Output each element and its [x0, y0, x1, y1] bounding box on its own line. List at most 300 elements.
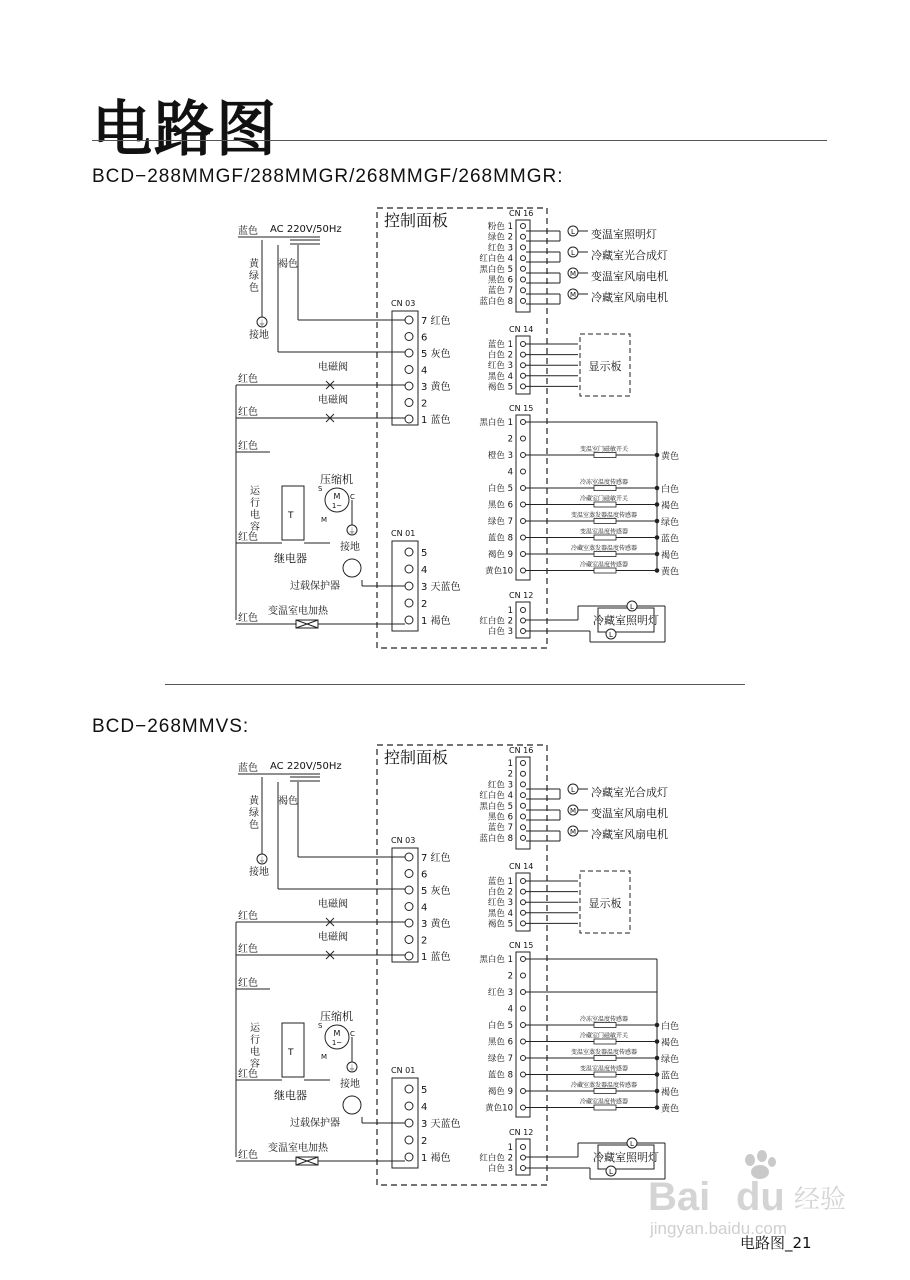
cn01-pin: [405, 1153, 413, 1161]
relay-ptc-icon: T: [288, 511, 294, 521]
cn01-pin: [405, 1085, 413, 1093]
cn15-pin-label: 黑白色 1: [479, 418, 513, 428]
cn16-pin-label: 1: [507, 759, 513, 769]
cn16-pin-label: 蓝白色 8: [479, 833, 513, 844]
cn16-load-label: 变温室风扇电机: [591, 807, 668, 820]
valve-label: 电磁阀: [318, 932, 348, 943]
fan-motor-icon-letter: M: [569, 828, 577, 836]
cn03-pin: [405, 853, 413, 861]
cn15-pin: [521, 1056, 526, 1061]
fan-motor-icon-letter: M: [569, 291, 577, 299]
cn03-pin: [405, 316, 413, 324]
cn14-pin-label: 白色 2: [487, 350, 513, 361]
cn15-pin-label: 橙色 3: [487, 451, 513, 461]
sensor-icon: [594, 453, 616, 458]
cn12-label: CN 12: [509, 591, 534, 600]
run-capacitor-label: 容: [250, 522, 260, 533]
heater-label: 变温室电加热: [268, 1143, 328, 1154]
cn16-pin: [521, 288, 526, 293]
wire-label-red: 红色: [238, 978, 258, 989]
junction-dot: [655, 536, 659, 540]
cn12-pin: [521, 1145, 526, 1150]
cn14-pin: [521, 921, 526, 926]
cn14-pin-label: 白色 2: [487, 887, 513, 898]
wire-label-brown: 褐色: [278, 259, 298, 270]
cn03-pin: [405, 382, 413, 390]
valve-label: 电磁阀: [318, 395, 348, 406]
junction-dot: [655, 519, 659, 523]
cn16-label: CN 16: [509, 209, 534, 218]
cn01-pin: [405, 1136, 413, 1144]
sensor-icon: [594, 1072, 616, 1077]
cn12-pin-label: 红白色 2: [479, 616, 513, 627]
model-label-1: BCD−288MMGF/288MMGR/268MMGF/268MMGR:: [92, 166, 564, 187]
overload-protector-icon: [343, 559, 361, 577]
cn14-label: CN 14: [509, 325, 534, 334]
cn15-pin: [521, 1039, 526, 1044]
cn03-pin-label: 5 灰色: [421, 886, 451, 897]
cn15-pin: [521, 568, 526, 573]
wire-label-yg: 绿: [249, 808, 259, 819]
cn01-pin-label: 5: [421, 1085, 428, 1096]
cn03-label: CN 03: [391, 299, 416, 308]
ground-icon-letter: ⏚: [348, 527, 356, 535]
cn03-pin: [405, 399, 413, 407]
cn16-pin: [521, 814, 526, 819]
wire-label-red: 红色: [238, 911, 258, 922]
cn15-pin-label: 白色 5: [487, 1021, 513, 1031]
cn12-pin: [521, 608, 526, 613]
sensor-icon: [594, 502, 616, 507]
lamp-icon-letter: L: [630, 603, 634, 611]
sensor-label: 冷藏室门磁敏开关: [579, 1032, 629, 1040]
wire-label-yg: 黄: [249, 259, 259, 270]
cn15-pin: [521, 436, 526, 441]
cn12-pin: [521, 1155, 526, 1160]
sensor-label: 变温室蒸发器温度传感器: [570, 1049, 638, 1056]
wire-label-red: 红色: [238, 532, 258, 543]
cn03-pin-label: 3 黄色: [421, 382, 451, 393]
wire-label-blue: 蓝色: [238, 763, 258, 774]
cn16-pin: [521, 771, 526, 776]
cn03-pin-label: 6: [421, 869, 428, 881]
lamp-icon-letter: L: [609, 1168, 613, 1176]
cn16-pin: [521, 245, 526, 250]
sensor-icon: [594, 1056, 616, 1061]
cn12-pin-label: 白色 3: [487, 627, 513, 637]
cn15-pin-label: 黑色 6: [487, 1037, 513, 1048]
sensor-wire-label: 褐色: [661, 1038, 680, 1049]
cn15-pin-label: 白色 5: [487, 484, 513, 494]
lamp-icon-letter: L: [609, 631, 613, 639]
cn03-pin-label: 4: [421, 365, 428, 377]
sensor-label: 冷藏室门磁敏开关: [579, 495, 629, 503]
cn15-pin: [521, 519, 526, 524]
ground-label: 接地: [249, 867, 269, 878]
cn14-pin-label: 黑色 4: [487, 908, 513, 919]
wiring-diagram-2: [0, 737, 910, 1217]
cn01-pin: [405, 616, 413, 624]
cn01-pin-label: 5: [421, 548, 428, 559]
cn16-pin-label: 红白色 4: [479, 791, 513, 802]
cn16-pin-label: 黑色 6: [487, 812, 513, 823]
cn03-label: CN 03: [391, 836, 416, 845]
cn01-pin-label: 1 褐色: [421, 616, 451, 627]
terminal-m: M: [321, 1053, 328, 1061]
cn01-pin: [405, 548, 413, 556]
cn12-pin-label: 1: [507, 606, 513, 616]
cn16-load-label: 冷藏室光合成灯: [591, 249, 668, 262]
fan-motor-icon-letter: M: [569, 270, 577, 278]
run-capacitor-label: 运: [250, 1023, 260, 1034]
cn03-pin: [405, 952, 413, 960]
run-capacitor-label: 运: [250, 486, 260, 497]
fan-motor-icon-letter: M: [569, 807, 577, 815]
cn14-pin-label: 黑色 4: [487, 371, 513, 382]
cn14-pin: [521, 910, 526, 915]
cn16-pin: [521, 298, 526, 303]
cn16-pin-label: 红白色 4: [479, 254, 513, 265]
cn16-pin-label: 蓝色 7: [487, 823, 513, 834]
sensor-wire-label: 绿色: [661, 1055, 680, 1065]
compressor-motor-phase: 1~: [331, 1039, 343, 1047]
cn15-pin: [521, 1089, 526, 1094]
heater-icon: [296, 1157, 318, 1165]
terminal-c: C: [350, 1030, 355, 1038]
run-capacitor-label: 行: [250, 1035, 260, 1046]
cn16-load-label: 冷藏室光合成灯: [591, 786, 668, 799]
cn14-pin-label: 蓝色 1: [487, 340, 513, 350]
sensor-icon: [594, 1089, 616, 1094]
cn16-pin-label: 粉色 1: [487, 222, 513, 232]
cn03-pin: [405, 903, 413, 911]
cn01-label: CN 01: [391, 1066, 416, 1075]
sensor-icon: [594, 1039, 616, 1044]
cn01-pin-label: 1 褐色: [421, 1153, 451, 1164]
ground-icon-letter: ⏚: [348, 1064, 356, 1072]
cn16-pin-label: 蓝白色 8: [479, 296, 513, 307]
sensor-label: 冷藏室蒸发器温度传感器: [570, 1082, 638, 1089]
fridge-lamp-label: 冷藏室照明灯: [593, 1151, 659, 1164]
cn15-pin-label: 蓝色 8: [487, 533, 513, 544]
cn15-pin-label: 2: [507, 434, 513, 445]
cn12-pin-label: 1: [507, 1143, 513, 1153]
cn01-pin-label: 4: [421, 1102, 428, 1113]
cn15-pin-label: 黄色10: [485, 1103, 513, 1114]
junction-dot: [655, 1040, 659, 1044]
lamp-icon-letter: L: [571, 786, 575, 794]
junction-dot: [655, 503, 659, 507]
wire-label-red: 红色: [238, 1150, 258, 1161]
junction-dot: [655, 552, 659, 556]
wire-label-yg: 绿: [249, 271, 259, 282]
sensor-wire-label: 蓝色: [661, 1071, 680, 1082]
cn01-pin-label: 2: [421, 1136, 428, 1147]
ac-supply-label: AC 220V/50Hz: [270, 224, 342, 235]
terminal-s: S: [318, 485, 323, 493]
wire-label-brown: 褐色: [278, 796, 298, 807]
cn16-load-label: 变温室风扇电机: [591, 270, 668, 283]
overload-protector-icon: [343, 1096, 361, 1114]
cn15-pin-label: 褐色 9: [487, 1087, 513, 1097]
cn15-pin: [521, 420, 526, 425]
overload-label: 过载保护器: [290, 1118, 340, 1129]
cn15-pin: [521, 973, 526, 978]
cn15-pin: [521, 1105, 526, 1110]
cn15-pin: [521, 535, 526, 540]
cn03-pin-label: 2: [421, 935, 428, 947]
cn16-pin-label: 黑白色 5: [479, 264, 513, 275]
sensor-icon: [594, 486, 616, 491]
cn03-pin-label: 1 蓝色: [421, 415, 451, 426]
page-title: 电路图: [92, 95, 278, 165]
heater-icon: [296, 620, 318, 628]
cn15-pin-label: 红色 3: [487, 988, 513, 998]
cn12-pin-label: 白色 3: [487, 1164, 513, 1174]
compressor-motor-letter: M: [333, 1029, 341, 1038]
watermark-brand2: 经验: [794, 1185, 847, 1215]
cn16-pin: [521, 825, 526, 830]
junction-dot: [655, 486, 659, 490]
wire-label-red: 红色: [238, 407, 258, 418]
junction-dot: [655, 1056, 659, 1060]
cn15-pin: [521, 486, 526, 491]
cn14-pin-label: 褐色 5: [487, 919, 513, 930]
cn16-pin: [521, 234, 526, 239]
terminal-m: M: [321, 516, 328, 524]
wire-label-red: 红色: [238, 1069, 258, 1080]
sensor-label: 冷冻室温度传感器: [579, 1016, 629, 1023]
wire-label-yg: 色: [249, 283, 259, 294]
cn03-pin: [405, 870, 413, 878]
control-panel-label: 控制面板: [384, 748, 449, 767]
cn14-pin: [521, 373, 526, 378]
sensor-label: 冷藏室蒸发器温度传感器: [570, 545, 638, 552]
page-footer: 电路图_21: [740, 1234, 812, 1252]
ground-label-2: 接地: [340, 1079, 360, 1090]
junction-dot: [655, 1089, 659, 1093]
relay-label: 继电器: [274, 1089, 307, 1102]
cn15-pin: [521, 502, 526, 507]
junction-dot: [655, 1106, 659, 1110]
model-label-2: BCD−268MMVS:: [92, 716, 250, 737]
cn12-pin: [521, 1166, 526, 1171]
cn15-pin: [521, 1006, 526, 1011]
display-board-label: 显示板: [588, 360, 622, 373]
cn14-pin: [521, 363, 526, 368]
cn16-pin-label: 蓝色 7: [487, 286, 513, 297]
cn16-pin: [521, 803, 526, 808]
cn01-label: CN 01: [391, 529, 416, 538]
cn15-pin: [521, 957, 526, 962]
cn01-pin: [405, 1119, 413, 1127]
overload-label: 过载保护器: [290, 581, 340, 592]
cn16-load-label: 冷藏室风扇电机: [591, 828, 668, 841]
cn12-pin: [521, 629, 526, 634]
cn15-pin: [521, 552, 526, 557]
cn16-pin: [521, 835, 526, 840]
cn03-pin: [405, 415, 413, 423]
lamp-icon-letter: L: [630, 1140, 634, 1148]
cn15-pin-label: 4: [507, 467, 513, 478]
cn14-pin: [521, 384, 526, 389]
cn01-pin-label: 3 天蓝色: [421, 1119, 461, 1130]
cn15-pin: [521, 469, 526, 474]
sensor-icon: [594, 1023, 616, 1028]
sensor-wire-label: 褐色: [661, 1088, 680, 1098]
cn15-label: CN 15: [509, 404, 534, 413]
watermark-url: jingyan.baidu.com: [650, 1219, 788, 1238]
section-divider: [165, 684, 745, 685]
cn03-pin-label: 3 黄色: [421, 919, 451, 930]
cn03-pin-label: 6: [421, 332, 428, 344]
wire-label-blue: 蓝色: [238, 226, 258, 237]
sensor-label: 变温室门磁敏开关: [579, 446, 629, 453]
run-capacitor-label: 行: [250, 498, 260, 509]
sensor-label: 冷藏室温度传感器: [579, 561, 629, 569]
compressor-label: 压缩机: [320, 1010, 353, 1023]
cn14-label: CN 14: [509, 862, 534, 871]
cn15-pin-label: 绿色 7: [487, 1054, 513, 1064]
cn15-pin-label: 绿色 7: [487, 517, 513, 527]
cn16-pin: [521, 761, 526, 766]
cn16-pin: [521, 793, 526, 798]
junction-dot: [655, 569, 659, 573]
cn15-pin-label: 黑白色 1: [479, 955, 513, 965]
cn15-pin-label: 4: [507, 1004, 513, 1015]
cn16-pin-label: 黑白色 5: [479, 801, 513, 812]
sensor-icon: [594, 1105, 616, 1110]
cn03-pin: [405, 886, 413, 894]
cn12-pin: [521, 618, 526, 623]
cn14-pin-label: 褐色 5: [487, 382, 513, 393]
sensor-wire-label: 黄色: [661, 567, 680, 578]
cn16-pin: [521, 782, 526, 787]
fridge-lamp-label: 冷藏室照明灯: [593, 614, 659, 627]
sensor-wire-label: 褐色: [661, 551, 680, 561]
cn03-pin-label: 5 灰色: [421, 349, 451, 360]
sensor-label: 冷藏室温度传感器: [579, 1098, 629, 1106]
cn16-pin-label: 红色 3: [487, 780, 513, 791]
wire-label-red: 红色: [238, 944, 258, 955]
svg-text:du: du: [736, 1175, 785, 1219]
sensor-wire-label: 绿色: [661, 518, 680, 528]
cn15-pin-label: 褐色 9: [487, 550, 513, 560]
lamp-icon-letter: L: [571, 228, 575, 236]
cn14-pin: [521, 879, 526, 884]
wire-label-red: 红色: [238, 613, 258, 624]
cn03-pin: [405, 333, 413, 341]
relay-label: 继电器: [274, 552, 307, 565]
lamp-icon-letter: L: [571, 249, 575, 257]
sensor-label: 变温室温度传感器: [579, 1065, 629, 1073]
cn01-pin: [405, 565, 413, 573]
cn16-pin-label: 2: [507, 769, 513, 780]
cn03-pin-label: 2: [421, 398, 428, 410]
sensor-icon: [594, 568, 616, 573]
cn14-pin: [521, 342, 526, 347]
cn14-pin: [521, 889, 526, 894]
sensor-label: 冷冻室温度传感器: [579, 479, 629, 486]
wire-label-yg: 黄: [249, 796, 259, 807]
cn15-pin-label: 蓝色 8: [487, 1070, 513, 1081]
sensor-icon: [594, 552, 616, 557]
cn01-pin: [405, 582, 413, 590]
run-capacitor-label: 电: [250, 1047, 260, 1058]
terminal-s: S: [318, 1022, 323, 1030]
cn15-pin: [521, 1072, 526, 1077]
cn01-pin-label: 2: [421, 599, 428, 610]
cn14-pin-label: 红色 3: [487, 898, 513, 909]
cn16-pin-label: 绿色 2: [487, 232, 513, 243]
compressor-motor-letter: M: [333, 492, 341, 501]
cn01-pin-label: 4: [421, 565, 428, 576]
cn15-pin-label: 黄色10: [485, 566, 513, 577]
cn16-pin: [521, 256, 526, 261]
cn03-pin: [405, 919, 413, 927]
cn16-label: CN 16: [509, 746, 534, 755]
sensor-wire-label: 黄色: [661, 1104, 680, 1115]
cn16-load-label: 变温室照明灯: [591, 228, 657, 241]
cn03-pin-label: 7 红色: [421, 853, 451, 864]
ground-label-2: 接地: [340, 542, 360, 553]
valve-label: 电磁阀: [318, 899, 348, 910]
cn15-pin: [521, 990, 526, 995]
cn16-pin: [521, 277, 526, 282]
run-capacitor-label: 电: [250, 510, 260, 521]
cn03-pin-label: 1 蓝色: [421, 952, 451, 963]
cn03-pin-label: 7 红色: [421, 316, 451, 327]
cn03-pin: [405, 366, 413, 374]
sensor-wire-label: 黄色: [661, 452, 680, 462]
relay-ptc-icon: T: [288, 1048, 294, 1058]
cn15-pin-label: 2: [507, 971, 513, 982]
wire-label-red: 红色: [238, 374, 258, 385]
cn14-pin-label: 蓝色 1: [487, 877, 513, 887]
title-rule: [92, 140, 827, 141]
sensor-label: 变温室温度传感器: [579, 528, 629, 536]
sensor-label: 变温室蒸发器温度传感器: [570, 512, 638, 519]
cn01-pin: [405, 1102, 413, 1110]
sensor-icon: [594, 535, 616, 540]
sensor-wire-label: 蓝色: [661, 534, 680, 545]
ac-supply-label: AC 220V/50Hz: [270, 761, 342, 772]
junction-dot: [655, 453, 659, 457]
cn16-pin-label: 红色 3: [487, 243, 513, 254]
cn16-pin: [521, 266, 526, 271]
cn01-pin-label: 3 天蓝色: [421, 582, 461, 593]
wire-label-red: 红色: [238, 441, 258, 452]
cn15-pin: [521, 1023, 526, 1028]
cn16-pin: [521, 224, 526, 229]
cn14-pin-label: 红色 3: [487, 361, 513, 372]
sensor-icon: [594, 519, 616, 524]
cn03-pin: [405, 349, 413, 357]
cn15-label: CN 15: [509, 941, 534, 950]
cn01-pin: [405, 599, 413, 607]
cn12-label: CN 12: [509, 1128, 534, 1137]
junction-dot: [655, 1023, 659, 1027]
wire-label-yg: 色: [249, 820, 259, 831]
heater-label: 变温室电加热: [268, 606, 328, 617]
sensor-wire-label: 白色: [661, 1022, 680, 1032]
ground-icon-letter: ⏚: [258, 856, 266, 864]
cn15-pin: [521, 453, 526, 458]
wiring-diagram-1: [0, 200, 910, 670]
cn03-pin-label: 4: [421, 902, 428, 914]
junction-dot: [655, 1073, 659, 1077]
sensor-wire-label: 褐色: [661, 501, 680, 512]
